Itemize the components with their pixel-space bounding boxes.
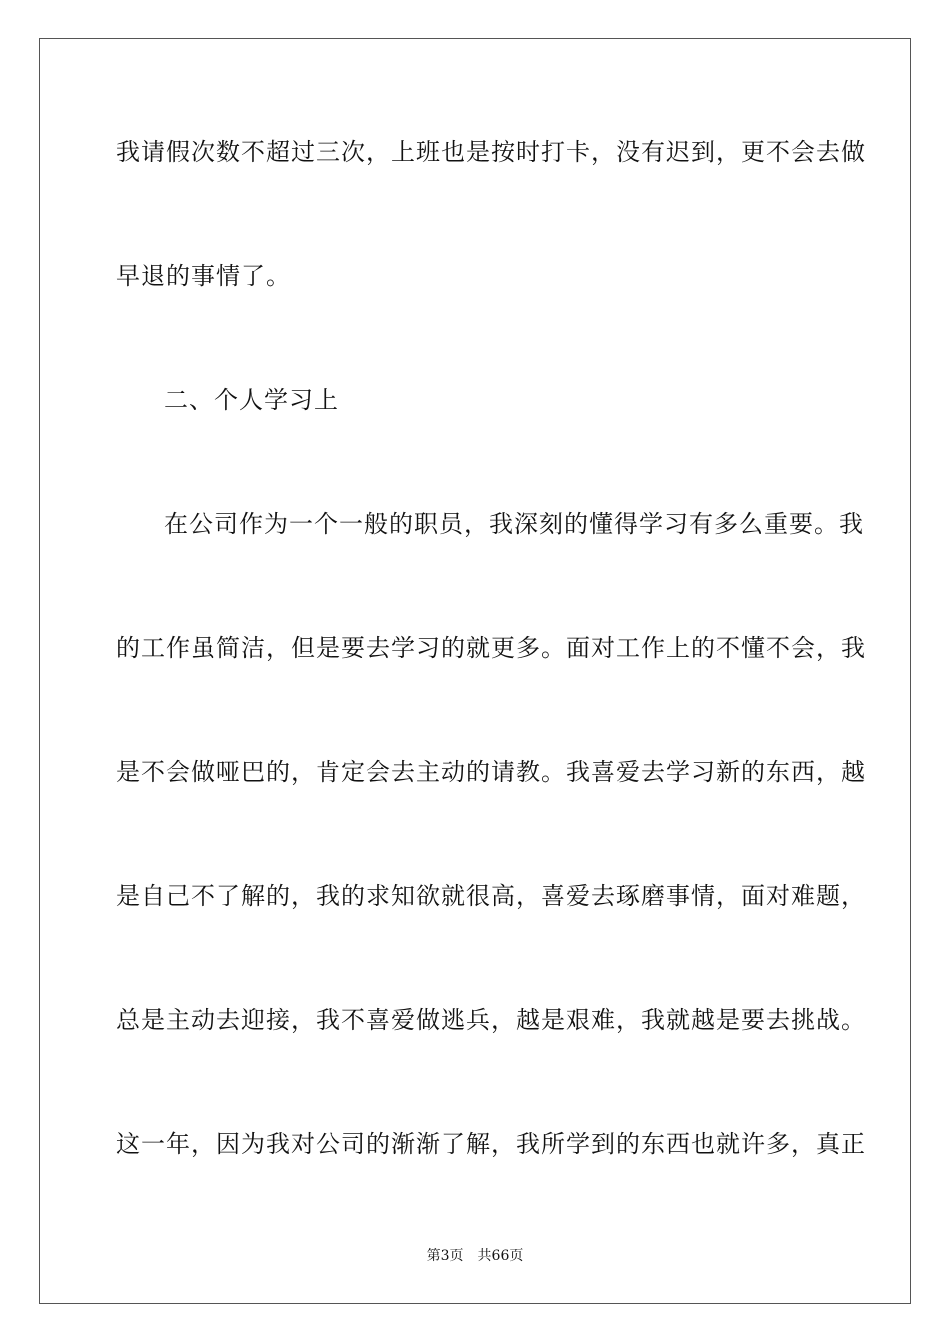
paragraph-line-4: 的工作虽简洁，但是要去学习的就更多。面对工作上的不懂不会，我 <box>116 634 866 662</box>
page-total: 共66页 <box>477 1248 524 1264</box>
paragraph-line-5: 是不会做哑巴的，肯定会去主动的请教。我喜爱去学习新的东西，越 <box>116 758 866 786</box>
page-footer <box>0 1247 950 1265</box>
paragraph-line-6: 是自己不了解的，我的求知欲就很高，喜爱去琢磨事情，面对难题， <box>116 882 866 910</box>
page-number: 第3页 <box>426 1248 464 1264</box>
paragraph-line-2: 早退的事情了。 <box>116 262 291 290</box>
paragraph-line-1: 我请假次数不超过三次，上班也是按时打卡，没有迟到，更不会去做 <box>116 138 866 166</box>
page-border <box>39 38 911 1304</box>
paragraph-line-3: 在公司作为一个一般的职员，我深刻的懂得学习有多么重要。我 <box>164 510 864 538</box>
paragraph-line-7: 总是主动去迎接，我不喜爱做逃兵，越是艰难，我就越是要去挑战。 <box>116 1006 866 1034</box>
section-heading: 二、个人学习上 <box>164 386 339 414</box>
paragraph-line-8: 这一年，因为我对公司的渐渐了解，我所学到的东西也就许多，真正 <box>116 1130 866 1158</box>
